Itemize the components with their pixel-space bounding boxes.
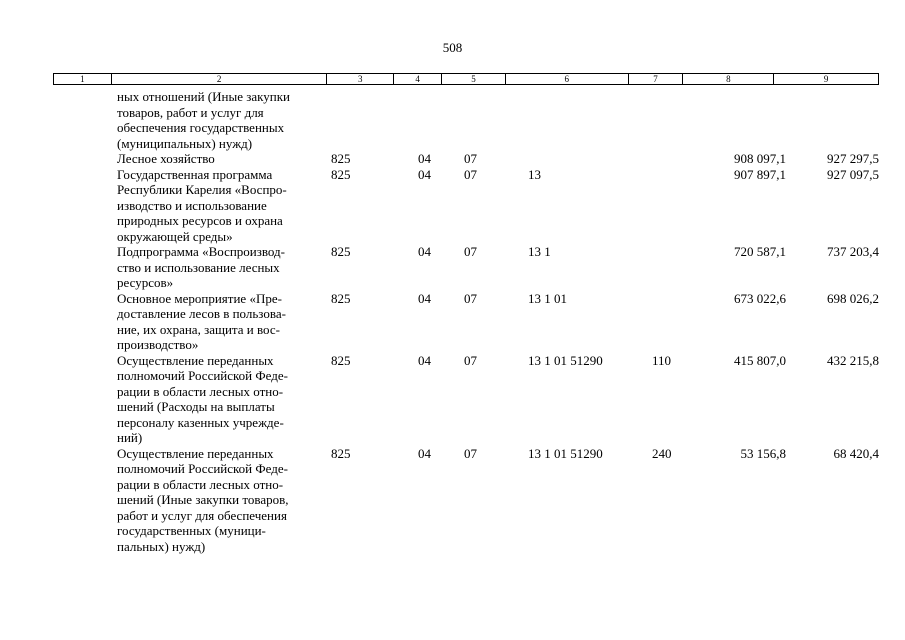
header-col-4: 4 xyxy=(394,74,442,84)
cell-grbs: 825 xyxy=(331,290,351,306)
table-row xyxy=(53,244,879,291)
cell-expense-type: 110 xyxy=(652,352,672,368)
table-row xyxy=(53,353,879,446)
header-col-6: 6 xyxy=(506,74,629,84)
cell-target-article: 13 xyxy=(528,166,541,182)
cell-name-line: обеспечения государственных xyxy=(117,120,285,135)
cell-expense-type xyxy=(652,291,703,353)
cell-grbs xyxy=(331,89,418,151)
cell-name-line: государственных (муници- xyxy=(117,523,266,538)
cell-grbs: 825 xyxy=(331,244,351,259)
cell-target-article xyxy=(528,151,652,167)
cell-grbs: 825 xyxy=(331,352,351,368)
cell-section: 04 xyxy=(418,166,431,182)
cell-grbs: 825 xyxy=(331,151,351,166)
cell-number xyxy=(53,151,117,167)
cell-expense-type: 240 xyxy=(652,445,672,461)
cell-subsection: 07 xyxy=(464,151,477,166)
cell-expense-type xyxy=(652,89,703,151)
header-col-2: 2 xyxy=(112,74,327,84)
cell-name-line: доставление лесов в пользова- xyxy=(117,306,286,321)
cell-name-line: Государственная программа xyxy=(117,166,273,182)
cell-name-line: Лесное хозяйство xyxy=(117,151,215,166)
cell-grbs: 825 xyxy=(331,445,351,461)
cell-subsection: 07 xyxy=(464,290,477,306)
cell-amount-year1 xyxy=(703,89,786,151)
cell-target-article: 13 1 01 51290 xyxy=(528,445,603,461)
cell-target-article: 13 1 01 51290 xyxy=(528,352,603,368)
cell-name-line: Основное мероприятие «Пре- xyxy=(117,290,282,306)
cell-number xyxy=(53,167,117,245)
cell-target-article: 13 1 01 xyxy=(528,290,567,306)
header-col-1: 1 xyxy=(54,74,112,84)
cell-section: 04 xyxy=(418,290,431,306)
cell-name-line: Осуществление переданных xyxy=(117,445,274,461)
cell-amount-year1: 415 807,0 xyxy=(734,352,786,368)
cell-expense-type xyxy=(652,167,703,245)
cell-name xyxy=(117,89,331,151)
cell-section xyxy=(418,89,464,151)
cell-name-line: персоналу казенных учрежде- xyxy=(117,414,284,430)
cell-name xyxy=(117,353,331,446)
cell-name-line: шений (Расходы на выплаты xyxy=(117,399,275,414)
cell-name-line: шений (Иные закупки товаров, xyxy=(117,492,289,507)
cell-name-line: ресурсов» xyxy=(117,275,174,290)
cell-name xyxy=(117,244,331,291)
cell-name-line: Подпрограмма «Воспроизвод- xyxy=(117,244,286,259)
cell-section: 04 xyxy=(418,244,431,259)
cell-subsection: 07 xyxy=(464,445,477,461)
cell-section: 04 xyxy=(418,352,431,368)
cell-number xyxy=(53,291,117,353)
cell-subsection xyxy=(464,89,528,151)
cell-name xyxy=(117,291,331,353)
cell-target-article: 13 1 xyxy=(528,244,551,259)
cell-number xyxy=(53,244,117,291)
cell-name-line: работ и услуг для обеспечения xyxy=(117,507,287,523)
header-col-7: 7 xyxy=(629,74,684,84)
cell-number xyxy=(53,446,117,555)
cell-name-line: ний) xyxy=(117,430,143,445)
table-row xyxy=(53,151,879,167)
cell-name-line: рации в области лесных отно- xyxy=(117,383,284,399)
cell-grbs: 825 xyxy=(331,166,351,182)
header-col-3: 3 xyxy=(327,74,394,84)
header-col-8: 8 xyxy=(683,74,774,84)
cell-name-line: полномочий Российской Феде- xyxy=(117,368,288,383)
cell-name-line: пальных) нужд) xyxy=(117,538,206,554)
table-header-row xyxy=(53,73,879,85)
cell-name-line: товаров, работ и услуг для xyxy=(117,104,264,120)
table-row xyxy=(53,291,879,353)
cell-amount-year2: 432 215,8 xyxy=(827,352,879,368)
cell-name xyxy=(117,151,331,167)
cell-name-line: (муниципальных) нужд) xyxy=(117,135,253,151)
table-row xyxy=(53,446,879,555)
cell-amount-year2: 737 203,4 xyxy=(827,244,879,259)
cell-name-line: изводство и использование xyxy=(117,197,267,213)
table-row xyxy=(53,167,879,245)
cell-section: 04 xyxy=(418,151,431,166)
cell-expense-type xyxy=(652,244,703,291)
cell-number xyxy=(53,353,117,446)
cell-amount-year1: 908 097,1 xyxy=(734,151,786,166)
cell-name-line: рации в области лесных отно- xyxy=(117,476,284,492)
cell-subsection: 07 xyxy=(464,352,477,368)
cell-name-line: ных отношений (Иные закупки xyxy=(117,89,291,104)
cell-name-line: ние, их охрана, защита и вос- xyxy=(117,321,280,337)
cell-section: 04 xyxy=(418,445,431,461)
cell-expense-type xyxy=(652,151,703,167)
cell-name-line: Осуществление переданных xyxy=(117,352,274,368)
cell-name xyxy=(117,446,331,555)
table-body xyxy=(53,89,879,554)
cell-amount-year1: 673 022,6 xyxy=(734,290,786,306)
cell-amount-year2: 698 026,2 xyxy=(827,290,879,306)
page-number: 508 xyxy=(442,40,463,55)
cell-name-line: полномочий Российской Феде- xyxy=(117,461,288,476)
cell-name-line: ство и использование лесных xyxy=(117,259,280,275)
table-row xyxy=(53,89,879,151)
cell-name-line: Республики Карелия «Воспро- xyxy=(117,182,287,197)
cell-subsection: 07 xyxy=(464,244,477,259)
cell-target-article xyxy=(528,89,652,151)
cell-amount-year2 xyxy=(786,89,879,151)
header-col-5: 5 xyxy=(442,74,506,84)
cell-name-line: природных ресурсов и охрана xyxy=(117,213,283,228)
cell-subsection: 07 xyxy=(464,166,477,182)
cell-amount-year2: 927 297,5 xyxy=(827,151,879,166)
cell-amount-year1: 720 587,1 xyxy=(734,244,786,259)
cell-name-line: производство» xyxy=(117,337,199,352)
cell-name-line: окружающей среды» xyxy=(117,228,233,244)
cell-name xyxy=(117,167,331,245)
cell-amount-year1: 907 897,1 xyxy=(734,166,786,182)
cell-amount-year2: 68 420,4 xyxy=(833,445,879,461)
cell-amount-year2: 927 097,5 xyxy=(827,166,879,182)
cell-amount-year1: 53 156,8 xyxy=(740,445,786,461)
header-col-9: 9 xyxy=(823,74,829,84)
cell-number xyxy=(53,89,117,151)
